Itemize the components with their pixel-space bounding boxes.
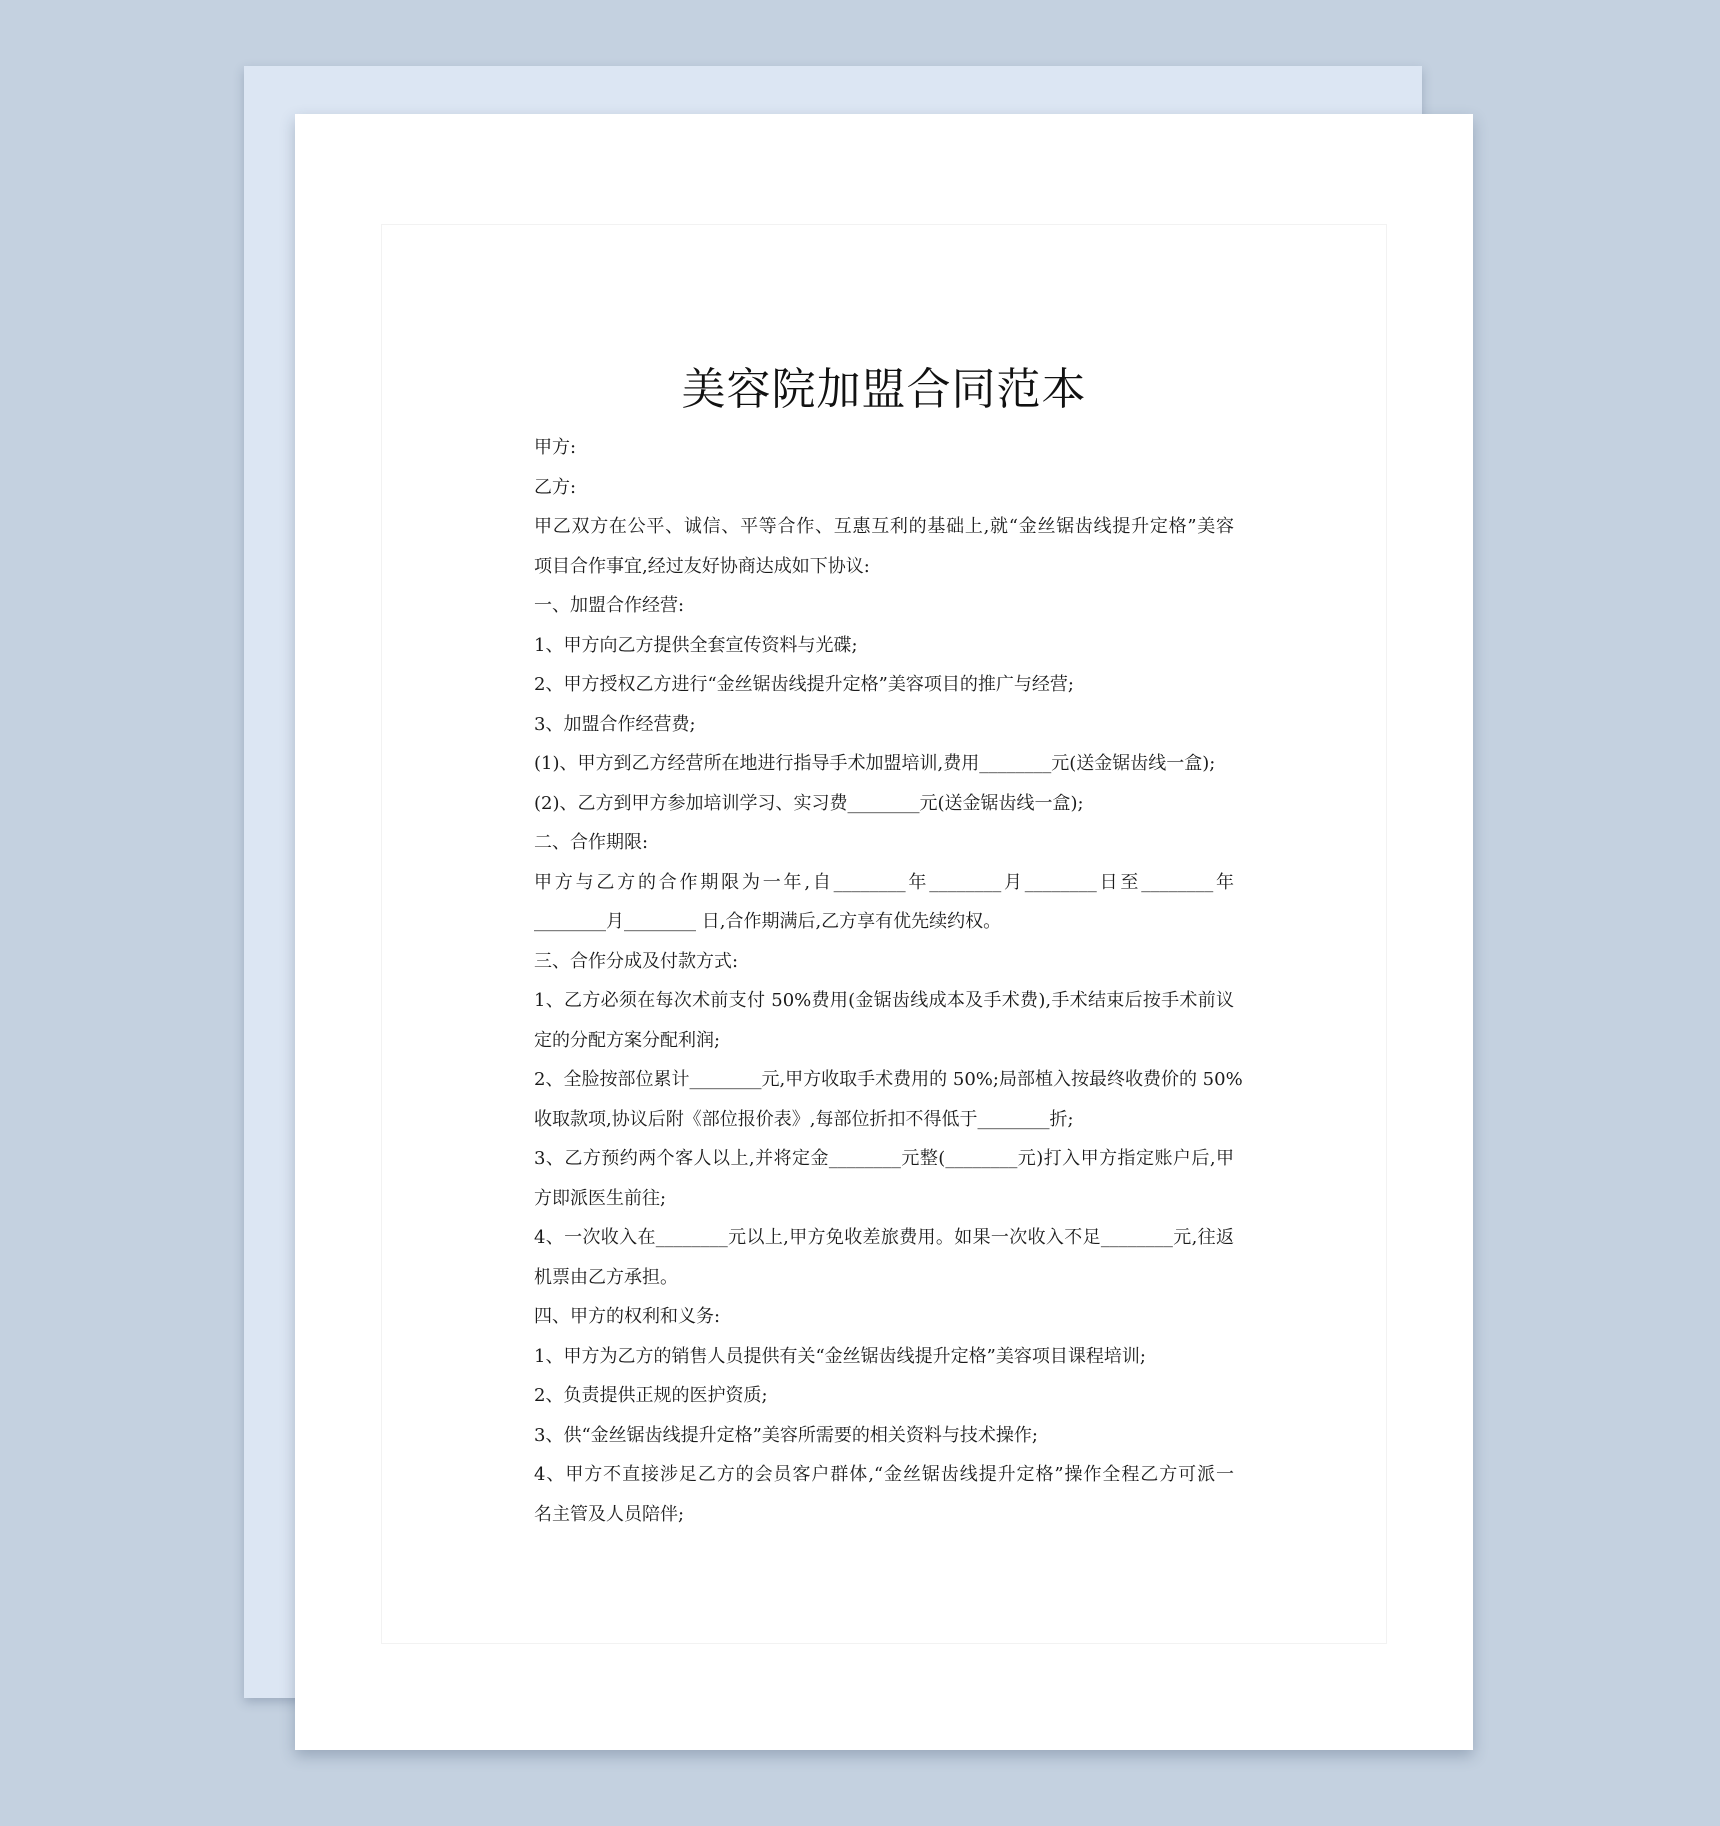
text-line: 1、甲方向乙方提供全套宣传资料与光碟; [534,634,858,656]
document-page [295,114,1473,1750]
text-line: 1、乙方必须在每次术前支付 50%费用(金锯齿线成本及手术费),手术结束后按手术前议 [534,990,1234,1011]
text-line: 3、供“金丝锯齿线提升定格”美容所需要的相关资料与技术操作; [534,1424,1038,1446]
text-line: 甲乙双方在公平、诚信、平等合作、互惠互利的基础上,就“金丝锯齿线提升定格”美容 [534,516,1234,537]
party-b-line: 乙方: [534,476,577,498]
section-heading: 四、甲方的权利和义务: [534,1306,721,1327]
contract-body [534,428,1243,1534]
text-line: 收取款项,协议后附《部位报价表》,每部位折扣不得低于________折; [534,1108,1074,1130]
text-line: 机票由乙方承担。 [534,1266,678,1288]
text-line: 3、加盟合作经营费; [534,713,696,735]
text-line: (2)、乙方到甲方参加培训学习、实习费________元(送金锯齿线一盒); [534,792,1084,814]
text-line: 2、全脸按部位累计________元,甲方收取手术费用的 50%;局部植入按最终收费价的 50% [534,1069,1243,1090]
text-line: 定的分配方案分配利润; [534,1029,721,1051]
text-line: 甲方与乙方的合作期限为一年,自________年________月________日至________年 [534,871,1234,893]
text-line: 2、甲方授权乙方进行“金丝锯齿线提升定格”美容项目的推广与经营; [534,674,1074,695]
party-a-line: 甲方: [534,437,577,458]
document-title: 美容院加盟合同范本 [681,364,1087,415]
text-line: 方即派医生前往; [534,1187,667,1209]
text-line: 2、负责提供正规的医护资质; [534,1385,768,1406]
section-heading: 三、合作分成及付款方式: [534,950,739,972]
section-heading: 一、加盟合作经营: [534,595,685,616]
text-line: (1)、甲方到乙方经营所在地进行指导手术加盟培训,费用________元(送金锯齿线一盒); [534,753,1216,774]
text-line: 项目合作事宜,经过友好协商达成如下协议: [534,555,870,577]
text-line: 3、乙方预约两个客人以上,并将定金________元整(________元)打入甲方指定账户后,甲 [534,1148,1234,1169]
section-heading: 二、合作期限: [534,832,649,853]
text-line: 4、一次收入在________元以上,甲方免收差旅费用。如果一次收入不足________元,往返 [534,1227,1234,1248]
text-line: 名主管及人员陪伴; [534,1503,685,1525]
text-line: 1、甲方为乙方的销售人员提供有关“金丝锯齿线提升定格”美容项目课程培训; [534,1345,1146,1367]
text-line: 4、甲方不直接涉足乙方的会员客户群体,“金丝锯齿线提升定格”操作全程乙方可派一 [534,1464,1234,1485]
text-line: ________月________ 日,合作期满后,乙方享有优先续约权。 [534,911,1002,932]
